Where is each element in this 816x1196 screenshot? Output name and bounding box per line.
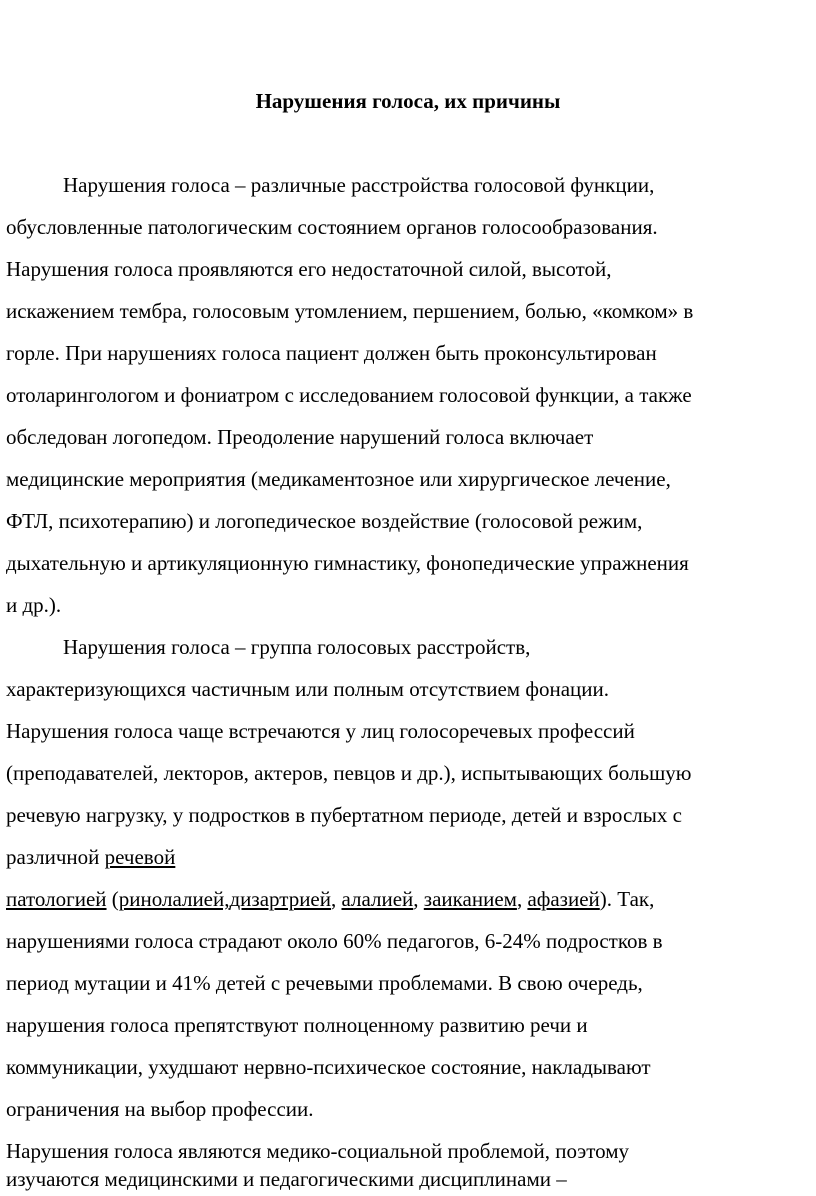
- text-line: нарушения голоса препятствуют полноценному развитию речи и: [6, 1013, 588, 1037]
- text-line: [6, 886, 654, 912]
- text-line: период мутации и 41% детей с речевыми проблемами. В свою очередь,: [6, 971, 643, 995]
- text-line: нарушениями голоса страдают около 60% педагогов, 6-24% подростков в: [6, 929, 663, 953]
- text-line: Нарушения голоса – различные расстройства голосовой функции,: [63, 173, 655, 197]
- text-line: коммуникации, ухудшают нервно-психическое состояние, накладывают: [6, 1055, 651, 1079]
- text-line: обследован логопедом. Преодоление нарушений голоса включает: [6, 425, 594, 449]
- text-fragment: (: [106, 887, 119, 911]
- text-line: медицинские мероприятия (медикаментозное или хирургическое лечение,: [6, 467, 671, 491]
- text-line: изучаются медицинскими и педагогическими дисциплинами –: [6, 1167, 567, 1191]
- document-title: Нарушения голоса, их причины: [255, 89, 561, 113]
- link-dysarthria[interactable]: дизартрией: [229, 887, 331, 911]
- text-fragment: ,: [331, 887, 342, 911]
- link-speech[interactable]: речевой: [104, 845, 176, 869]
- link-aphasia[interactable]: афазией: [527, 887, 600, 911]
- text-line: Нарушения голоса проявляются его недостаточной силой, высотой,: [6, 257, 612, 281]
- text-line: и др.).: [6, 593, 62, 617]
- text-line: характеризующихся частичным или полным отсутствием фонации.: [6, 677, 609, 701]
- link-stuttering[interactable]: заиканием: [423, 887, 517, 911]
- text-fragment: ,: [516, 887, 528, 911]
- text-line: искажением тембра, голосовым утомлением, першением, болью, «комком» в: [6, 299, 694, 323]
- text-line: (преподавателей, лекторов, актеров, певцов и др.), испытывающих большую: [6, 761, 692, 785]
- text-line: обусловленные патологическим состоянием органов голосообразования.: [6, 215, 658, 239]
- text-line: речевую нагрузку, у подростков в пубертатном периоде, детей и взрослых с: [6, 803, 682, 827]
- link-alalia[interactable]: алалией: [341, 887, 414, 911]
- text-fragment: различной: [6, 845, 105, 869]
- text-line: ФТЛ, психотерапию) и логопедическое воздействие (голосовой режим,: [6, 509, 643, 533]
- link-rhinolalia[interactable]: ринолалией,: [118, 887, 230, 911]
- link-pathology[interactable]: патологией: [6, 887, 107, 911]
- text-line: дыхательную и артикуляционную гимнастику, фонопедические упражнения: [6, 551, 689, 575]
- text-line: отоларингологом и фониатром с исследованием голосовой функции, а также: [6, 383, 692, 407]
- text-line: Нарушения голоса чаще встречаются у лиц голосоречевых профессий: [6, 719, 635, 743]
- text-line: Нарушения голоса – группа голосовых расстройств,: [63, 635, 531, 659]
- text-fragment: ). Так,: [599, 887, 655, 911]
- text-line: [6, 844, 175, 870]
- text-line: ограничения на выбор профессии.: [6, 1097, 314, 1121]
- text-line: горле. При нарушениях голоса пациент должен быть проконсультирован: [6, 341, 657, 365]
- text-fragment: ,: [413, 887, 424, 911]
- text-line: Нарушения голоса являются медико-социальной проблемой, поэтому: [6, 1139, 630, 1163]
